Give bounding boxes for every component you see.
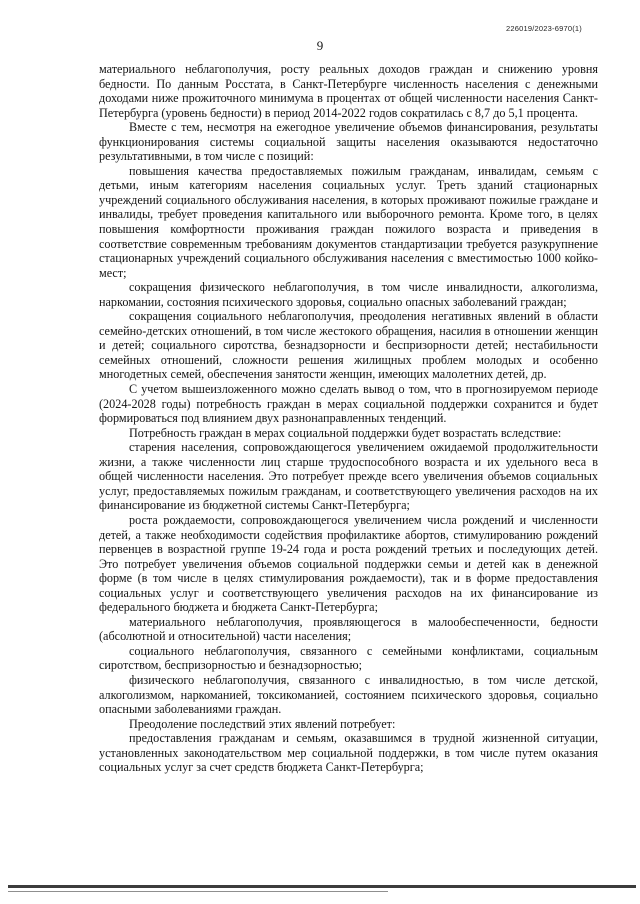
page-number: 9: [316, 38, 324, 53]
paragraph-10: материального неблагополучия, проявляющегося в малообеспеченности, бедности (абсолютной и относительной) части населения;: [99, 614, 598, 644]
paragraph-13: Преодоление последствий этих явлений потребует:: [129, 716, 396, 731]
document-body: [99, 62, 598, 775]
paragraph-6: С учетом вышеизложенного можно сделать вывод о том, что в прогнозируемом периоде (2024-2028 годы) потребность граждан в мерах социальной поддержки сохранится и будет формироваться под влиянием двух разнонаправленных тенденций.: [99, 382, 598, 426]
paragraph-4: сокращения физического неблагополучия, в том числе инвалидности, алкоголизма, наркомании, состояния психического здоровья, социально опасных заболеваний граждан;: [99, 280, 598, 309]
paragraph-2: Вместе с тем, несмотря на ежегодное увеличение объемов финансирования, результаты функционирования системы социальной защиты населения оказываются недостаточно результативными, в том числе с позиций:: [99, 120, 598, 164]
paragraph-12: физического неблагополучия, связанного с инвалидностью, в том числе детской, алкоголизмом, наркоманией, токсикоманией, состоянием психического здоровья, социально опасными заболеваниями граждан.: [99, 672, 598, 717]
paragraph-8: старения населения, сопровождающегося увеличением ожидаемой продолжительности жизни, а также численности лиц старше трудоспособного возраста и их удельного веса в общей численности населения. Это потребует прежде всего увеличения объемов социальных услуг, предоставляемых пожилым гражданам, и соответствующего увеличения расходов на их финансирование из бюджетной системы Санкт-Петербурга;: [99, 440, 598, 513]
document-registration-number: 226019/2023-6970(1): [506, 24, 582, 33]
scan-edge-line: [8, 885, 636, 888]
paragraph-9: роста рождаемости, сопровождающегося увеличением числа рождений и численности детей, а также необходимости содействия профилактике абортов, стимулированию рождений первенцев в возрастной группе 19-24 года и роста рождений третьих и последующих детей. Это потребует увеличения объемов социальной поддержки семьи и детей как в денежной форме (в том числе в целях стимулирования рождаемости), так и в форме предоставления социальных услуг и соответствующего увеличения расходов на их финансирование из федерального бюджета и бюджета Санкт-Петербурга;: [99, 512, 598, 615]
paragraph-3: повышения качества предоставляемых пожилым гражданам, инвалидам, семьям с детьми, иным категориям населения социальных услуг. Треть зданий стационарных учреждений социального обслуживания населения, в которых проживают пожилые граждане и инвалиды, требует проведения капитального или выборочного ремонта. Кроме того, в целях повышения комфортности проживания граждан пожилого возраста и приведения в соответствие современным требованиям документов стандартизации требуется разукрупнение стационарных учреждений социального обслуживания населения с вместимостью 1000 койко-мест;: [99, 163, 598, 280]
paragraph-1: материального неблагополучия, росту реальных доходов граждан и снижению уровня бедности. По данным Росстата, в Санкт-Петербурге численность населения с денежными доходами ниже прожиточного минимума в процентах от общей численности населения Санкт-Петербурга (уровень бедности) в период 2014-2022 годов сократилась с 8,7 до 5,1 процента.: [99, 62, 598, 120]
paragraph-11: социального неблагополучия, связанного с семейными конфликтами, социальным сиротством, беспризорностью и безнадзорностью;: [99, 643, 598, 673]
paragraph-5: сокращения социального неблагополучия, преодоления негативных явлений в области семейно-детских отношений, в том числе жестокого обращения, насилия в отношении женщин и детей; социального сиротства, безнадзорности и беспризорности детей; нестабильности семейных отношений, сложности решения жилищных проблем молодых и особенно многодетных семей, обеспечения занятости женщин, имеющих малолетних детей, др.: [99, 309, 598, 382]
paragraph-7: Потребность граждан в мерах социальной поддержки будет возрастать вследствие:: [129, 425, 562, 440]
paragraph-14: предоставления гражданам и семьям, оказавшимся в трудной жизненной ситуации, установленных законодательством мер социальной поддержки, в том числе путем оказания социальных услуг за счет средств бюджета Санкт-Петербурга;: [99, 731, 598, 775]
scan-edge-line-secondary: [8, 891, 388, 892]
